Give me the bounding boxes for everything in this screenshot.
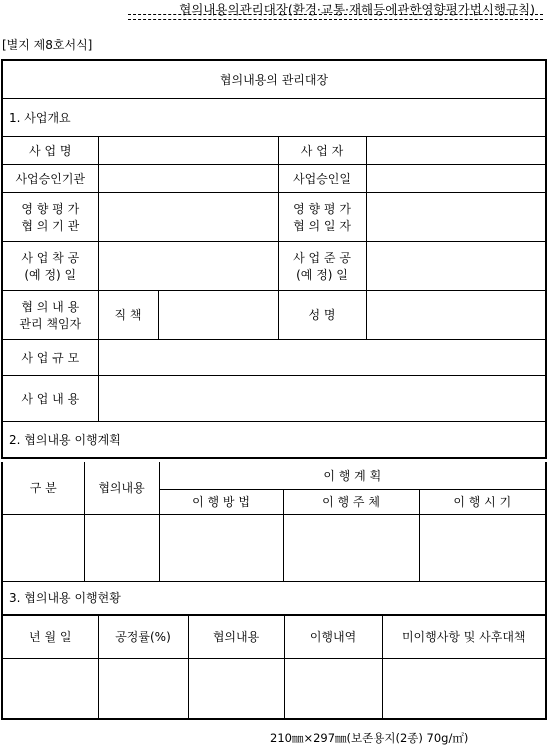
position-field[interactable] xyxy=(158,290,278,339)
eval-date-field[interactable] xyxy=(366,192,546,241)
eval-date-label-line1: 영 향 평 가 xyxy=(293,201,351,216)
status-agreement-header: 협의내용 xyxy=(188,615,284,658)
eval-agency-label-line1: 영 향 평 가 xyxy=(21,201,80,216)
document-title: 협의내용의관리대장(환경·교통·재해등에관한영향평가법시행규칙) xyxy=(179,2,535,17)
plan-subject-cell[interactable] xyxy=(283,514,419,581)
project-name-label: 사 업 명 xyxy=(2,136,98,164)
operator-field[interactable] xyxy=(366,136,546,164)
section1-heading: 1. 사업개요 xyxy=(2,98,546,136)
operator-label: 사 업 자 xyxy=(278,136,366,164)
completion-date-field[interactable] xyxy=(366,241,546,290)
plan-timing-header: 이 행 시 기 xyxy=(419,489,546,514)
eval-agency-label xyxy=(2,192,98,241)
content-field[interactable] xyxy=(98,375,546,421)
plan-category-header: 구 분 xyxy=(2,462,84,514)
status-details-header: 이행내역 xyxy=(284,615,382,658)
completion-date-label-line1: 사 업 준 공 xyxy=(293,250,351,265)
manager-label-line1: 협 의 내 용 xyxy=(21,299,80,314)
eval-agency-label-line2: 협 의 기 관 xyxy=(21,218,80,233)
plan-timing-cell[interactable] xyxy=(419,514,546,581)
section2-heading: 2. 협의내용 이행계획 xyxy=(2,421,546,458)
status-unfulfilled-header: 미이행사항 및 사후대책 xyxy=(382,615,546,658)
plan-group-header: 이 행 계 획 xyxy=(159,462,546,489)
eval-agency-field[interactable] xyxy=(98,192,278,241)
completion-date-label xyxy=(278,241,366,290)
status-progress-cell[interactable] xyxy=(98,658,188,719)
status-details-cell[interactable] xyxy=(284,658,382,719)
approval-agency-label: 사업승인기관 xyxy=(2,164,98,192)
scale-label: 사 업 규 모 xyxy=(2,339,98,375)
implementation-status-table xyxy=(1,615,547,720)
content-label: 사 업 내 용 xyxy=(2,375,98,421)
status-date-cell[interactable] xyxy=(2,658,98,719)
approval-agency-field[interactable] xyxy=(98,164,278,192)
plan-category-cell[interactable] xyxy=(2,514,84,581)
approval-date-field[interactable] xyxy=(366,164,546,192)
plan-subject-header: 이 행 주 체 xyxy=(283,489,419,514)
position-label: 직 책 xyxy=(98,290,158,339)
section3-heading: 3. 협의내용 이행현황 xyxy=(2,581,546,615)
manager-label-line2: 관리 책임자 xyxy=(19,316,82,331)
eval-date-label xyxy=(278,192,366,241)
form-number: [별지 제8호서식] xyxy=(2,38,93,52)
plan-agreement-header: 협의내용 xyxy=(84,462,159,514)
approval-date-label: 사업승인일 xyxy=(278,164,366,192)
register-title: 협의내용의 관리대장 xyxy=(2,60,546,98)
title-double-rule xyxy=(128,14,543,20)
name-label: 성 명 xyxy=(278,290,366,339)
start-date-label-line1: 사 업 착 공 xyxy=(21,250,80,265)
start-date-label xyxy=(2,241,98,290)
plan-agreement-cell[interactable] xyxy=(84,514,159,581)
manager-label xyxy=(2,290,98,339)
start-date-field[interactable] xyxy=(98,241,278,290)
project-name-field[interactable] xyxy=(98,136,278,164)
scale-field[interactable] xyxy=(98,339,546,375)
eval-date-label-line2: 협 의 일 자 xyxy=(293,218,351,233)
plan-method-cell[interactable] xyxy=(159,514,283,581)
start-date-label-line2: (예 정) 일 xyxy=(24,267,77,282)
paper-spec: 210㎜×297㎜(보존용지(2종) 70g/㎡) xyxy=(270,731,469,745)
status-agreement-cell[interactable] xyxy=(188,658,284,719)
management-register-table xyxy=(1,59,547,459)
status-date-header: 년 월 일 xyxy=(2,615,98,658)
completion-date-label-line2: (예 정) 일 xyxy=(296,267,348,282)
plan-method-header: 이 행 방 법 xyxy=(159,489,283,514)
name-field[interactable] xyxy=(366,290,546,339)
status-unfulfilled-cell[interactable] xyxy=(382,658,546,719)
status-progress-header: 공정률(%) xyxy=(98,615,188,658)
implementation-plan-table xyxy=(1,462,547,616)
